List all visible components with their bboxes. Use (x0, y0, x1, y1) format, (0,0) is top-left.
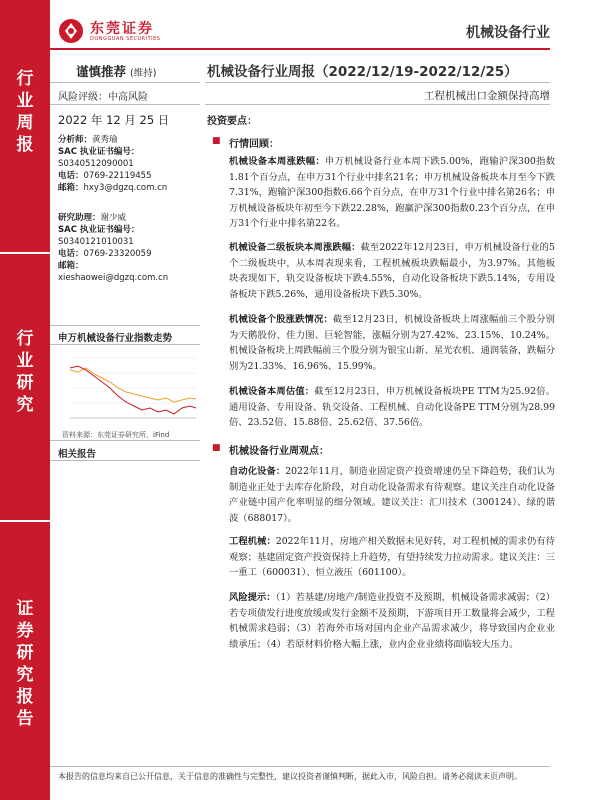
email-label: 邮箱： (58, 183, 84, 193)
company-logo (58, 16, 188, 46)
report-title: 机械设备行业周报（2022/12/19-2022/12/25） (207, 64, 518, 80)
email-link[interactable]: xieshaowei@dgzq.com.cn (58, 273, 169, 283)
paragraph-stock-moves (229, 312, 555, 374)
paragraph-body: 截至12月23日，机械设备板块上周涨幅前三个股分别为天鹅股份、佳力图、巨轮智能，涨幅分别为27.42%、23.15%、10.24%。机械设备板块上周跌幅前三个股分别为银宝山新、星光农机、通润装备，跌幅分别为21.33%、16.96%、15.99%。 (229, 314, 555, 372)
logo-subtext: DONGGUAN SECURITIES (90, 36, 161, 42)
paragraph-risk-warning (229, 590, 555, 652)
paragraph-lead: 自动化设备： (229, 466, 286, 477)
logo-text: 东莞证券 (90, 21, 154, 37)
bullet-square-icon: ■ (212, 136, 221, 146)
divider (50, 460, 200, 461)
footer-disclaimer: 本报告的信息均来自已公开信息，关于信息的准确性与完整性，建议投资者谨慎判断，据此入市，风险自担。请务必阅读末页声明。 (58, 772, 522, 781)
chart-gridlines (70, 358, 196, 418)
divider (50, 104, 200, 105)
phone-number: 0769-22119455 (83, 171, 152, 181)
divider (50, 344, 200, 345)
email-label: 邮箱： (58, 261, 84, 271)
related-reports-title: 相关报告 (58, 449, 97, 460)
sac-number: S0340121010031 (58, 237, 134, 247)
footer-rule (50, 766, 550, 767)
paragraph-body: 2022年11月，制造业固定资产投资增速仍呈下降趋势，我们认为制造业正处于去库存化阶段，对自动化设备需求有待观察。建议关注自动化设备产业链中国产化率明显的细分领域。建议关注：汇川技术（300124）、绿的谐波（688017）。 (229, 466, 555, 524)
divider (50, 325, 200, 326)
paragraph-lead: 工程机械： (229, 536, 276, 547)
index-trend-chart (58, 348, 198, 428)
sac-number: S0340512090001 (58, 159, 134, 169)
divider (205, 104, 550, 105)
industry-name: 机械设备行业 (466, 25, 550, 41)
sac-label: SAC 执业证书编号： (58, 147, 140, 157)
side-label-text: 证券研究报告 (16, 599, 34, 729)
paragraph-automation (229, 464, 555, 526)
rating-note: (维持) (130, 68, 157, 79)
paragraph-body: 截至12月23日，申万机械设备板块PE TTM为25.92倍。通用设备、专用设备、轨交设备、工程机械、自动化设备PE TTM分别为28.99倍、23.52倍、15.88倍、25.62倍、37.56倍。 (229, 386, 555, 429)
paragraph-subsector-change (229, 240, 555, 302)
divider (50, 82, 200, 83)
assistant-name: 谢少威 (100, 213, 127, 223)
paragraph-lead: 风险提示： (229, 592, 276, 603)
paragraph-construction-machinery (229, 534, 555, 581)
side-label-report (0, 598, 50, 730)
paragraph-weekly-change (229, 154, 555, 232)
header-rule (50, 48, 550, 50)
paragraph-lead: 机械设备个股涨跌情况： (229, 314, 333, 325)
paragraph-lead: 机械设备本周涨跌幅： (229, 156, 326, 167)
rating-value: 谨慎推荐 (76, 64, 127, 79)
paragraph-body: 2022年11月，房地产相关数据未见好转，对工程机械的需求仍有待观察；基建固定资产投资保持上升趋势，有望持续发力拉动需求。建议关注：三一重工（600031）、恒立液压（601100）。 (229, 536, 555, 579)
phone-label: 电话： (58, 249, 84, 259)
chart-source: 资料来源：东莞证券研究所，iFind (62, 431, 170, 439)
analyst-block (58, 134, 198, 194)
investment-highlights-title: 投资要点： (207, 116, 257, 127)
sac-label: SAC 执业证书编号： (58, 225, 140, 235)
view-heading: 机械设备行业周观点： (229, 446, 329, 457)
side-label-text: 行业研究 (16, 329, 34, 415)
chart-title: 申万机械设备行业指数走势 (58, 333, 173, 344)
assistant-label: 研究助理： (58, 213, 101, 223)
email-link[interactable]: hxy3@dgzq.com.cn (83, 183, 168, 193)
paragraph-lead: 机械设备二级板块本周涨跌幅： (229, 242, 361, 253)
side-divider (0, 520, 50, 522)
divider (50, 440, 200, 441)
paragraph-valuation (229, 384, 555, 431)
paragraph-lead: 机械设备本周估值： (229, 386, 315, 397)
analyst-name: 黄秀瑜 (92, 135, 118, 145)
paragraph-body: （1）若基建/房地产/制造业投资不及预期，机械设备需求减弱；（2）若专项债发行进度放缓或发行金额不及预期，下游项目开工数量将会减少，工程机械需求趋弱；（3）若海外市场对国内企业产品需求减少，将导致国内企业业绩承压；（4）若原材料价格大幅上涨，业内企业业绩将面临较大压力。 (229, 592, 555, 650)
side-label-research (0, 328, 50, 416)
analyst-label: 分析师： (58, 135, 93, 145)
rating (76, 62, 156, 80)
assistant-block (58, 212, 198, 284)
phone-number: 0769-23320059 (83, 249, 152, 259)
side-divider (0, 252, 50, 254)
bullet-square-icon: ■ (212, 443, 221, 453)
logo-emblem-icon (58, 18, 84, 44)
phone-label: 电话： (58, 171, 84, 181)
review-heading: 行情回顾： (229, 139, 279, 150)
paragraph-body: 截至2022年12月23日，申万机械设备行业的5个二级板块中，从本周表现来看，工程机械板块跌幅最小，为3.97%。其他板块表现如下，轨交设备板块下跌4.55%，自动化设备板块下跌5.14%，专用设备板块下跌5.26%，通用设备板块下跌5.30%。 (229, 242, 555, 300)
report-subtitle: 工程机械出口金额保持高增 (424, 90, 550, 102)
risk-rating: 风险评级：中高风险 (58, 92, 148, 103)
divider (205, 82, 550, 83)
side-label-text: 行业周报 (16, 69, 34, 155)
paragraph-body: 申万机械设备行业本周下跌5.00%，跑输沪深300指数1.81个百分点，在申万31个行业中排名21名；申万机械设备板块本月至今下跌7.31%，跑输沪深300指数6.66个百分点，在申万31个行业中排名第26名；申万机械设备板块年初至今下跌22.28%，跑赢沪深300指数0.23个百分点，在申万31个行业中排名第22名。 (229, 156, 555, 230)
side-label-weekly (0, 68, 50, 156)
report-date: 2022 年 12 月 25 日 (58, 113, 170, 127)
